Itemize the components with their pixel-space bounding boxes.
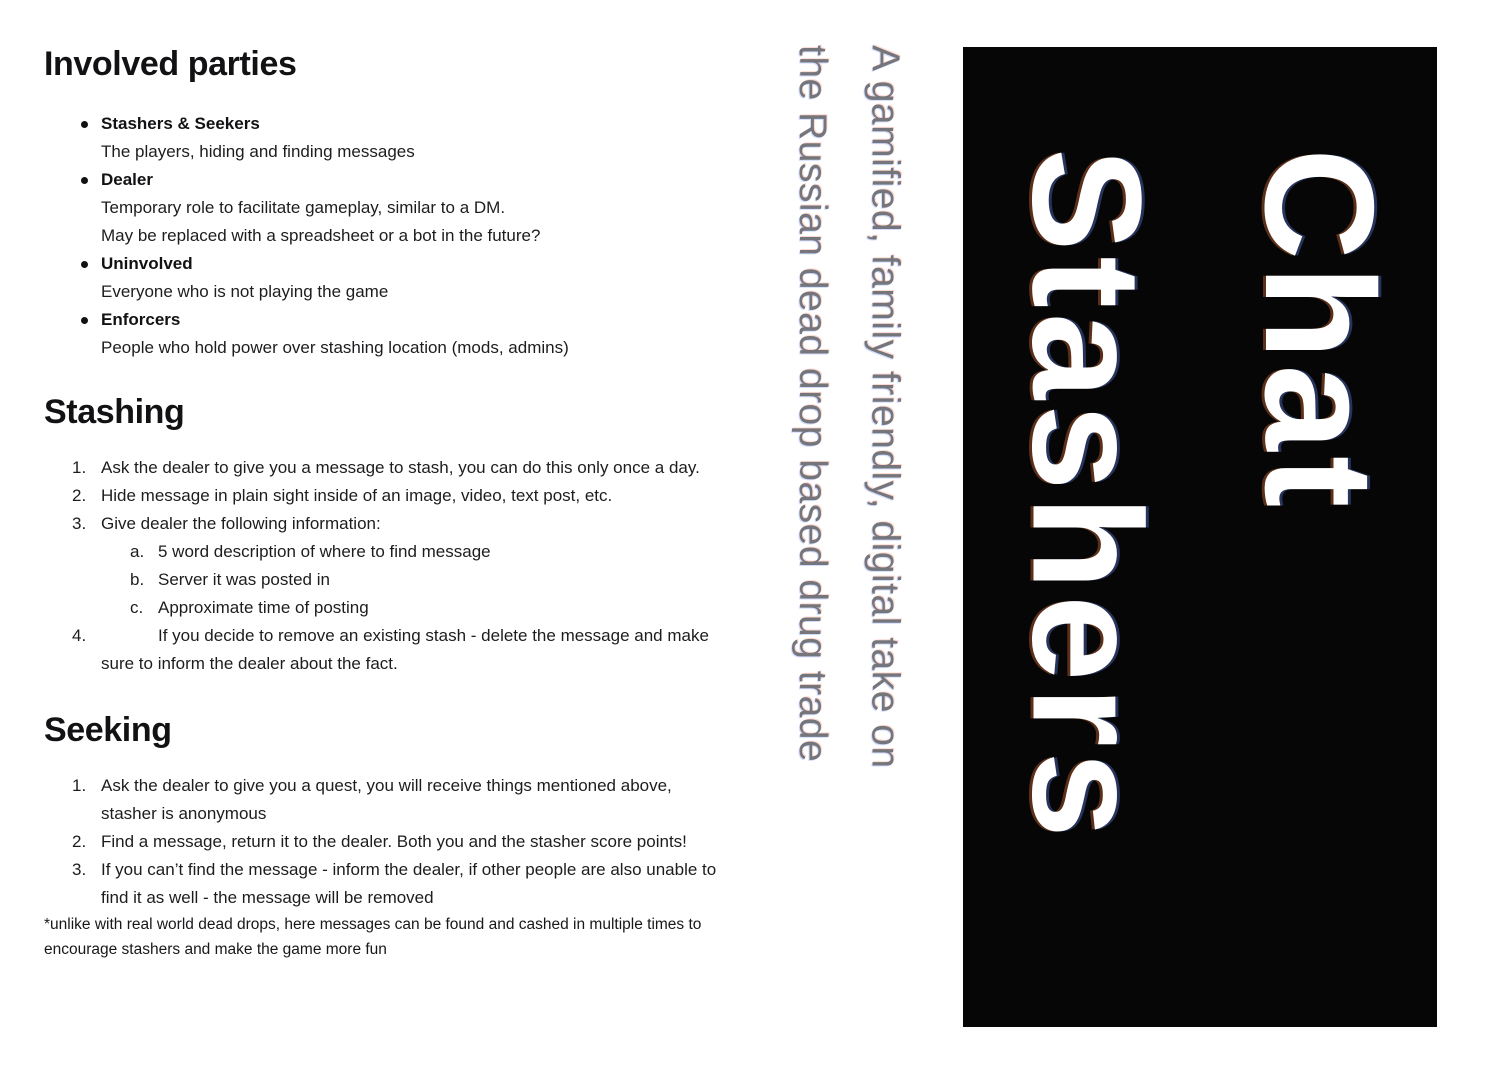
item-number: 2. (72, 832, 87, 851)
party-name: Dealer (101, 170, 153, 189)
item-number: 3. (72, 860, 87, 879)
sub-list-item (44, 538, 756, 566)
tagline-line: A gamified, family friendly, digital take on (863, 45, 907, 769)
seeking-steps-list (44, 772, 756, 912)
item-text: If you can’t find the message - inform the dealer, if other people are also unable to find it as well - the message will be removed (101, 860, 717, 907)
involved-parties-list (44, 110, 756, 362)
item-text: Give dealer the following information: (101, 514, 381, 533)
item-number: 1. (72, 458, 87, 477)
footnote-text: *unlike with real world dead drops, here messages can be found and cashed in multiple times to encourage stashers and make the game more fun (44, 916, 702, 958)
cover-title-line: Chat (1233, 148, 1406, 513)
list-item (44, 166, 756, 250)
section-heading-involved-parties: Involved parties (44, 45, 297, 83)
item-letter: b. (130, 570, 145, 589)
item-text: Approximate time of posting (158, 598, 369, 617)
item-letter: c. (130, 598, 144, 617)
item-text: Ask the dealer to give you a quest, you will receive things mentioned above, stasher is anonymous (101, 776, 672, 823)
vertical-tagline (776, 45, 920, 769)
item-text: If you decide to remove an existing stash - delete the message and make sure to inform the dealer about the fact. (101, 626, 709, 673)
item-number: 2. (72, 486, 87, 505)
item-number: 1. (72, 776, 87, 795)
bullet-icon (81, 317, 88, 324)
content-panel (44, 44, 756, 978)
party-description: May be replaced with a spreadsheet or a bot in the future? (101, 226, 541, 245)
item-text: Server it was posted in (158, 570, 330, 589)
bullet-icon (81, 261, 88, 268)
section-heading-stashing: Stashing (44, 393, 185, 431)
party-description: Everyone who is not playing the game (101, 282, 389, 301)
list-item (44, 856, 756, 912)
list-item (44, 454, 756, 482)
item-text: Hide message in plain sight inside of an image, video, text post, etc. (101, 486, 613, 505)
item-number: 3. (72, 514, 87, 533)
list-item (44, 828, 756, 856)
bullet-icon (81, 121, 88, 128)
stashing-steps-list (44, 454, 756, 678)
list-item (44, 250, 756, 306)
cover-panel (963, 47, 1437, 1027)
bullet-icon (81, 177, 88, 184)
item-letter: a. (130, 542, 145, 561)
sub-list-item (44, 566, 756, 594)
party-description: Temporary role to facilitate gameplay, similar to a DM. (101, 198, 506, 217)
list-item (44, 110, 756, 166)
item-text: Find a message, return it to the dealer. Both you and the stasher score points! (101, 832, 687, 851)
list-item (44, 772, 756, 828)
list-item (44, 510, 756, 538)
list-item (44, 482, 756, 510)
cover-title-line: Stashers (1000, 148, 1174, 843)
list-item (44, 306, 756, 362)
cover-title (970, 148, 1435, 843)
item-text: Ask the dealer to give you a message to stash, you can do this only once a day. (101, 458, 700, 477)
sub-list-item (44, 594, 756, 622)
party-description: The players, hiding and finding messages (101, 142, 415, 161)
party-name: Stashers & Seekers (101, 114, 260, 133)
party-name: Enforcers (101, 310, 181, 329)
section-heading-seeking: Seeking (44, 711, 172, 749)
item-text: 5 word description of where to find message (158, 542, 491, 561)
party-name: Uninvolved (101, 254, 193, 273)
tagline-line: the Russian dead drop based drug trade (791, 45, 835, 763)
party-description: People who hold power over stashing location (mods, admins) (101, 338, 569, 357)
list-item (44, 622, 756, 678)
item-number: 4. (72, 626, 87, 645)
